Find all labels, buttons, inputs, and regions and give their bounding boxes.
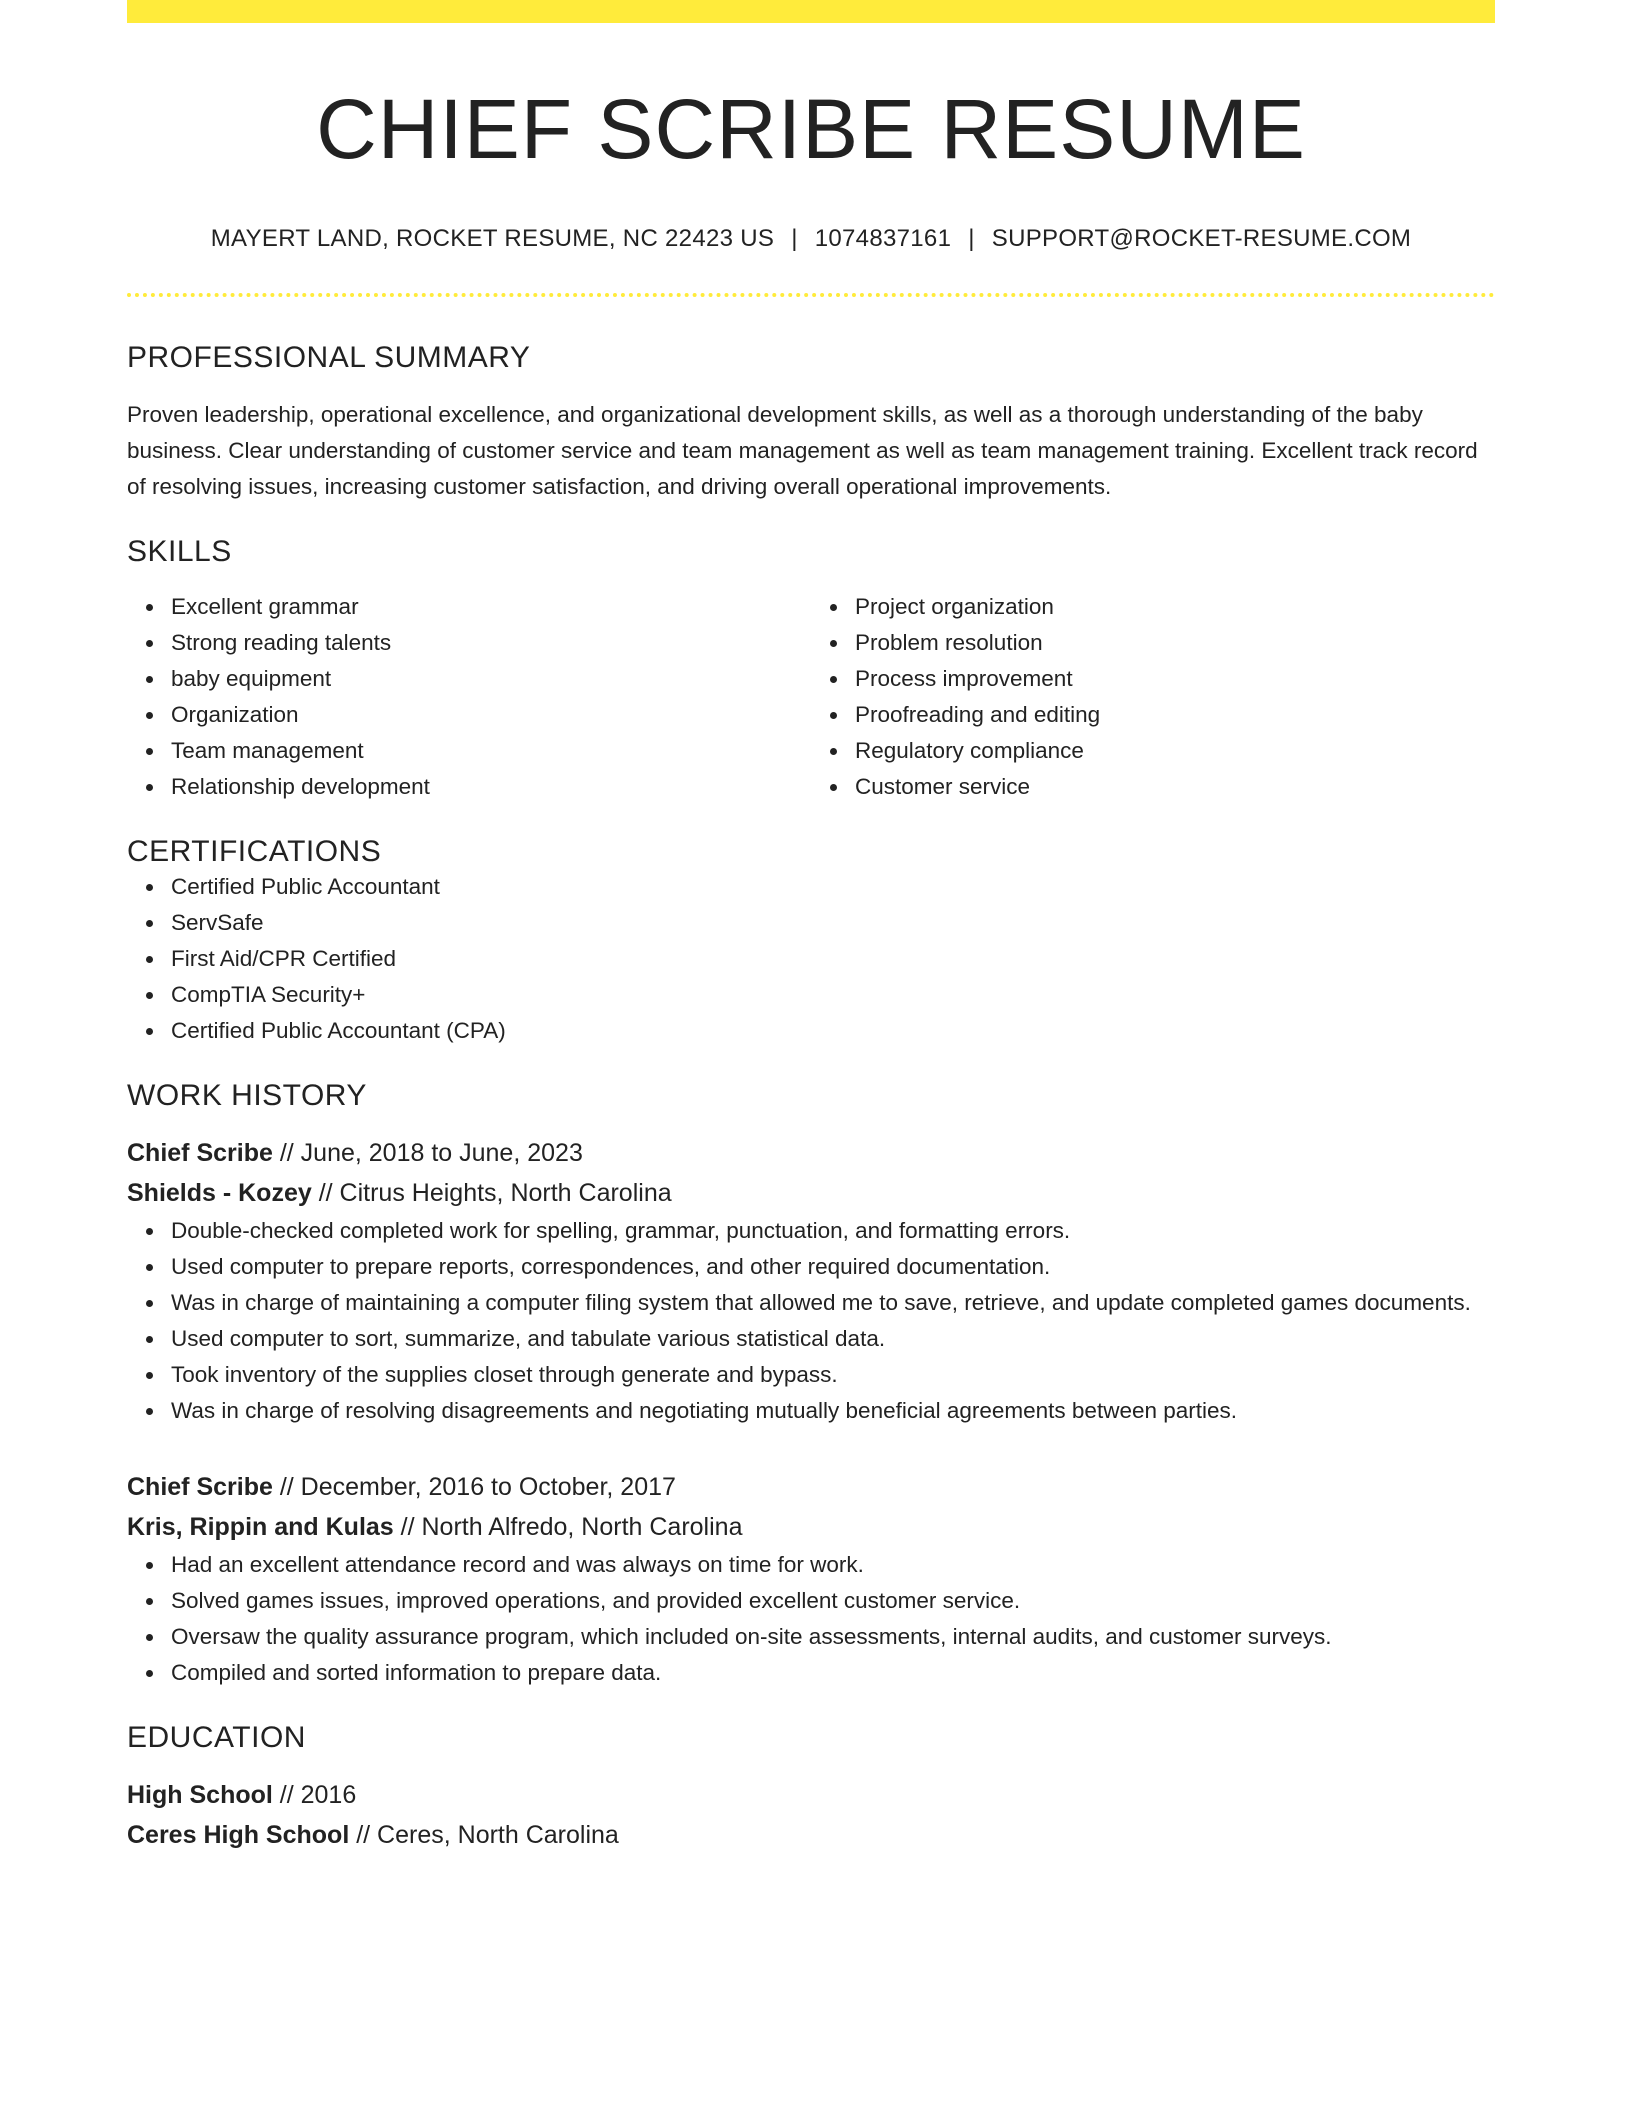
certifications-list: [127, 869, 1495, 1049]
job-bullet: Had an excellent attendance record and was always on time for work.: [171, 1547, 1495, 1583]
skill-item: Problem resolution: [855, 625, 1495, 661]
education-school-line: [127, 1815, 1495, 1855]
job-dates: // December, 2016 to October, 2017: [279, 1473, 676, 1502]
job-bullet: Took inventory of the supplies closet through generate and bypass.: [171, 1357, 1495, 1393]
summary-heading: PROFESSIONAL SUMMARY: [127, 341, 531, 375]
contact-line: [127, 225, 1495, 253]
education-year: // 2016: [279, 1781, 357, 1810]
work-history-heading: WORK HISTORY: [127, 1079, 367, 1113]
education-heading: EDUCATION: [127, 1721, 306, 1755]
contact-phone: 1074837161: [814, 225, 952, 253]
job-dates: // June, 2018 to June, 2023: [279, 1139, 583, 1168]
job-title-line: [127, 1467, 1495, 1507]
certification-item: Certified Public Accountant: [171, 869, 1495, 905]
job-bullets: [127, 1213, 1495, 1429]
skill-item: Team management: [171, 733, 811, 769]
certification-item: Certified Public Accountant (CPA): [171, 1013, 1495, 1049]
top-accent-bar: [127, 0, 1495, 23]
resume-title: CHIEF SCRIBE RESUME: [316, 82, 1306, 176]
job-title-line: [127, 1133, 1495, 1173]
job-company: Kris, Rippin and Kulas: [127, 1513, 394, 1542]
skill-item: Excellent grammar: [171, 589, 811, 625]
education-entry: [127, 1775, 1495, 1855]
skill-item: Regulatory compliance: [855, 733, 1495, 769]
skill-item: Organization: [171, 697, 811, 733]
contact-separator: |: [791, 225, 798, 253]
certification-item: ServSafe: [171, 905, 1495, 941]
skill-item: Proofreading and editing: [855, 697, 1495, 733]
skill-item: Strong reading talents: [171, 625, 811, 661]
job-company: Shields - Kozey: [127, 1179, 312, 1208]
certification-item: CompTIA Security+: [171, 977, 1495, 1013]
skill-item: Process improvement: [855, 661, 1495, 697]
contact-address: MAYERT LAND, ROCKET RESUME, NC 22423 US: [210, 225, 775, 253]
job-company-line: [127, 1173, 1495, 1213]
dotted-divider: [127, 293, 1495, 297]
job-bullet: Compiled and sorted information to prepare data.: [171, 1655, 1495, 1691]
job-bullet: Used computer to sort, summarize, and tabulate various statistical data.: [171, 1321, 1495, 1357]
skills-grid: [127, 589, 1495, 805]
skill-item: Customer service: [855, 769, 1495, 805]
skills-heading: SKILLS: [127, 535, 232, 569]
resume-page: [127, 0, 1495, 1855]
education-degree-line: [127, 1775, 1495, 1815]
skills-column-left: [127, 589, 811, 805]
job-bullets: [127, 1547, 1495, 1691]
skills-column-right: [811, 589, 1495, 805]
job-bullet: Was in charge of maintaining a computer filing system that allowed me to save, retrieve, and update completed games documents.: [171, 1285, 1495, 1321]
job-location: // North Alfredo, North Carolina: [400, 1513, 743, 1542]
job-bullet: Double-checked completed work for spelling, grammar, punctuation, and formatting errors.: [171, 1213, 1495, 1249]
job-title: Chief Scribe: [127, 1139, 273, 1168]
contact-separator: |: [968, 225, 975, 253]
contact-email: SUPPORT@ROCKET-RESUME.COM: [991, 225, 1412, 253]
job-entry: [127, 1467, 1495, 1691]
summary-text: Proven leadership, operational excellence, and organizational development skills, as well as a thorough understanding of the baby business. Clear understanding of customer service and team management as well as team management training. Excellent track record of resolving issues, increasing customer satisfaction, and driving overall operational improvements.: [127, 402, 1478, 500]
skill-item: baby equipment: [171, 661, 811, 697]
job-location: // Citrus Heights, North Carolina: [318, 1179, 672, 1208]
job-bullet: Was in charge of resolving disagreements and negotiating mutually beneficial agreements between parties.: [171, 1393, 1495, 1429]
job-bullet: Used computer to prepare reports, correspondences, and other required documentation.: [171, 1249, 1495, 1285]
job-bullet: Solved games issues, improved operations, and provided excellent customer service.: [171, 1583, 1495, 1619]
education-location: // Ceres, North Carolina: [356, 1821, 619, 1850]
job-company-line: [127, 1507, 1495, 1547]
education-degree: High School: [127, 1781, 273, 1810]
education-school: Ceres High School: [127, 1821, 350, 1850]
job-entry: [127, 1133, 1495, 1429]
skill-item: Project organization: [855, 589, 1495, 625]
job-title: Chief Scribe: [127, 1473, 273, 1502]
job-bullet: Oversaw the quality assurance program, which included on-site assessments, internal audits, and customer surveys.: [171, 1619, 1495, 1655]
certification-item: First Aid/CPR Certified: [171, 941, 1495, 977]
certifications-heading: CERTIFICATIONS: [127, 835, 382, 869]
skill-item: Relationship development: [171, 769, 811, 805]
